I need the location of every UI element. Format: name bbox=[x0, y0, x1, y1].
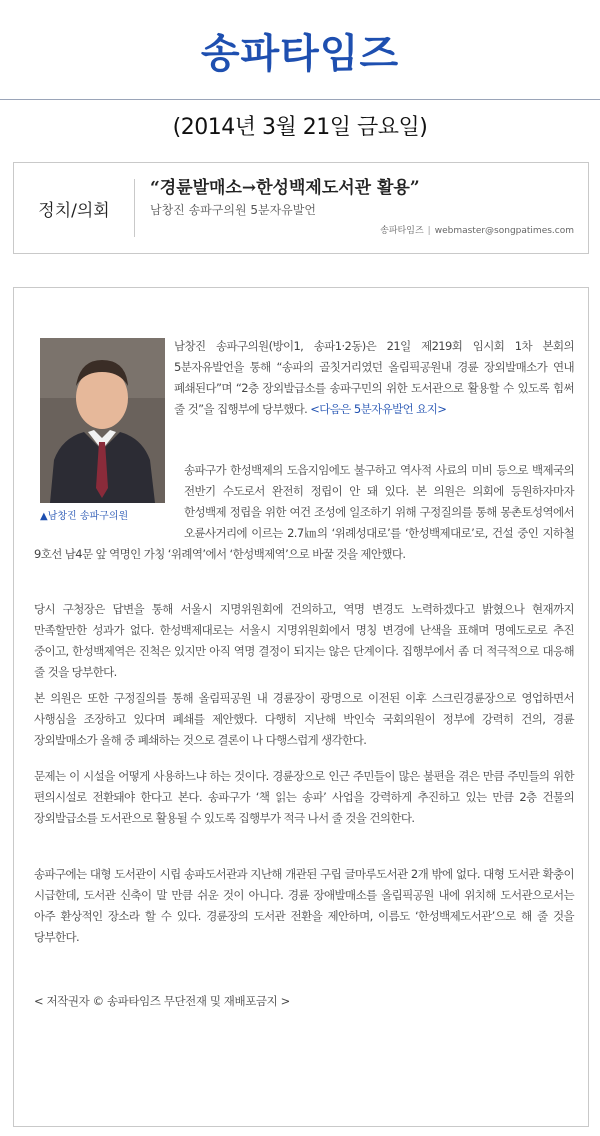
paragraph-6: 송파구에는 대형 도서관이 시립 송파도서관과 지난해 개관된 구립 글마루도서관 2개 밖에 없다. 대형 도서관 확충이 시급한데, 도서관 신축이 말 만큼 쉬운 것이 아니다. 경륜 장애발매소를 올림픽공원 내에 위치해 도서관으로서는 아주 환상적인 장소라 할 수 있다. 경륜장의 도서관 전환을 제안하며, 이름도 ‘한성백제도서관’으로 해 줄 것을 당부한다. bbox=[34, 867, 574, 944]
paragraph-1 bbox=[174, 336, 574, 420]
paragraph-3: 당시 구청장은 답변을 통해 서울시 지명위원회에 건의하고, 역명 변경도 노력하겠다고 밝혔으나 현재까지 만족할만한 성과가 없다. 한성백제대로는 서울시 지명위원회에서 명칭 변경에 난색을 표해며 명예도로로 추진 중이고, 한성백제역은 진척은 있지만 아직 역명 결정이 되지는 않은 단계이다. 집행부에서 좀 더 적극적으로 대응해 줄 것을 당부한다. bbox=[34, 602, 574, 679]
article-subtitle: 남창진 송파구의원 5분자유발언 bbox=[150, 203, 316, 217]
issue-date: (2014년 3월 21일 금요일) bbox=[172, 115, 428, 140]
byline-source: 송파타임즈 bbox=[380, 226, 424, 236]
header-divider bbox=[134, 179, 135, 237]
speech-summary-link[interactable]: <다음은 5분자유발언 요지> bbox=[310, 402, 447, 416]
paragraph-5: 문제는 이 시설을 어떻게 사용하느냐 하는 것이다. 경륜장으로 인근 주민들이 많은 불편을 겪은 만큼 주민들의 위한 편의시설로 전환돼야 한다고 본다. 송파구가 ‘책 읽는 송파’ 사업을 강력하게 추진하고 있는 만큼 2층 건물의 장외발급소를 도서관으로 활용될 수 있도록 집행부가 적극 나서 줄 것을 건의한다. bbox=[34, 769, 574, 825]
masthead-divider bbox=[0, 99, 600, 100]
byline-email[interactable]: webmaster@songpatimes.com bbox=[434, 226, 574, 236]
paragraph-4: 본 의원은 또한 구정질의를 통해 올림픽공원 내 경륜장이 광명으로 이전된 이후 스크린경륜장으로 영업하면서 사행심을 조장하고 있다며 폐쇄를 제안했다. 다행히 지난해 박인숙 국회의원이 정부에 강력히 건의, 경륜 장외발매소가 올해 중 폐쇄하는 것으로 결론이 나 다행스럽게 생각한다. bbox=[34, 691, 574, 747]
article-title: “경륜발매소→한성백제도서관 활용” bbox=[150, 178, 420, 198]
article-body bbox=[13, 287, 589, 1127]
photo-spacer bbox=[34, 460, 184, 544]
copyright-notice: < 저작권자 © 송파타임즈 무단전재 및 재배포금지 > bbox=[34, 994, 290, 1008]
paragraph-2 bbox=[34, 460, 574, 565]
photo-caption: ▲남창진 송파구의원 bbox=[40, 511, 129, 522]
masthead bbox=[0, 0, 600, 100]
article-header bbox=[13, 162, 589, 254]
byline bbox=[380, 223, 574, 236]
section-label[interactable]: 정치/의회 bbox=[38, 200, 110, 221]
paragraph-1-text: 남창진 송파구의원(방이1, 송파1·2동)은 21일 제219회 임시회 1차 본회의 5분자유발언을 통해 “송파의 골칫거리였던 올림픽공원내 경륜 장외발매소가 연내 폐쇄된다”며 “2층 장외발급소를 송파구민의 위한 도서관으로 활용할 수 있도록 힘써 줄 것”을 집행부에 당부했다. bbox=[174, 339, 574, 416]
paragraph-2-text: 송파구가 한성백제의 도읍지임에도 불구하고 역사적 사료의 미비 등으로 백제국의 전반기 수도로서 완전히 정립이 안 돼 있다. 본 의원은 의회에 등원하자마자 한성백제 정립을 위한 여건 조성에 일조하기 위해 구정질의를 통해 몽촌토성역에서 오륜사거리에 이르는 2.7㎞의 ‘위례성대로’를 ‘한성백제대로’로, 건설 중인 지하철 9호선 남4문 앞 역명인 가칭 ‘위례역’에서 ‘한성백제역’으로 바꿀 것을 제안했다. bbox=[34, 463, 574, 561]
byline-separator: | bbox=[427, 226, 431, 236]
site-logo[interactable]: 송파타임즈 bbox=[200, 31, 400, 77]
